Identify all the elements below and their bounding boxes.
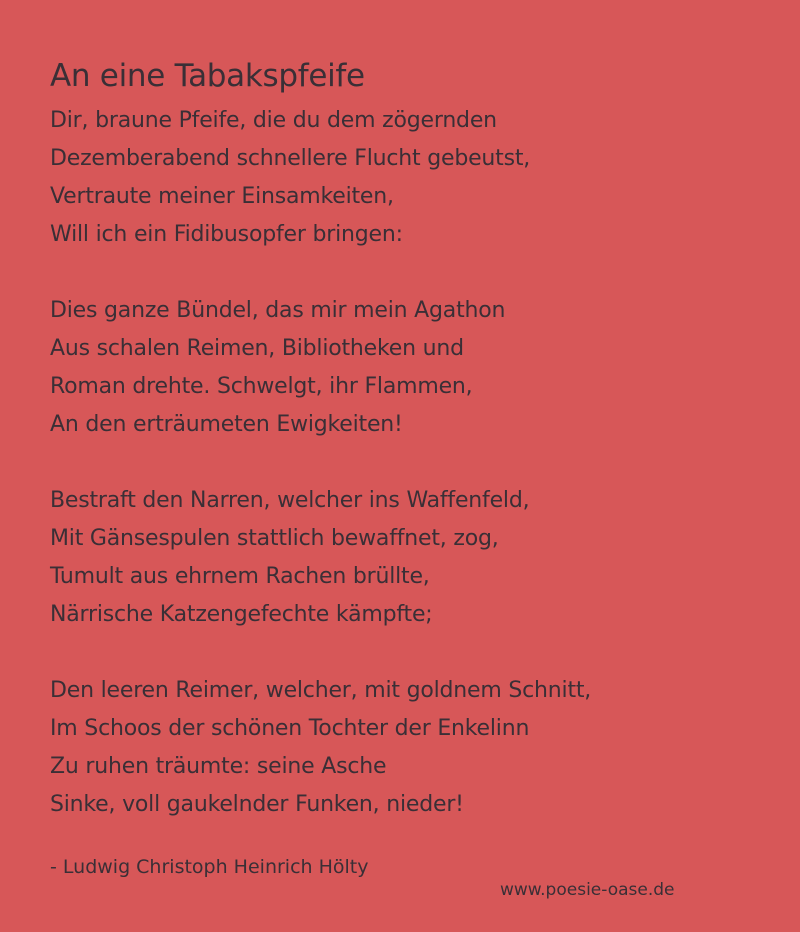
poem-author: - Ludwig Christoph Heinrich Hölty <box>50 856 369 878</box>
poem-line: An den erträumeten Ewigkeiten! <box>50 412 403 437</box>
poem-line: Tumult aus ehrnem Rachen brüllte, <box>50 564 430 589</box>
stanza-2 <box>50 292 770 444</box>
poem-line: Bestraft den Narren, welcher ins Waffenfeld, <box>50 488 530 513</box>
poem-line: Roman drehte. Schwelgt, ihr Flammen, <box>50 374 473 399</box>
poem-line: Vertraute meiner Einsamkeiten, <box>50 184 394 209</box>
poem-line: Sinke, voll gaukelnder Funken, nieder! <box>50 792 464 817</box>
poem-line: Will ich ein Fidibusopfer bringen: <box>50 222 403 247</box>
poem-line: Mit Gänsespulen stattlich bewaffnet, zog, <box>50 526 499 551</box>
poem-line: Aus schalen Reimen, Bibliotheken und <box>50 336 464 361</box>
poem-line: Den leeren Reimer, welcher, mit goldnem Schnitt, <box>50 678 592 703</box>
poem-line: Närrische Katzengefechte kämpfte; <box>50 602 433 627</box>
poem-line: Dies ganze Bündel, das mir mein Agathon <box>50 298 506 323</box>
stanza-4 <box>50 672 770 824</box>
poem-card <box>50 52 770 862</box>
poem-title: An eine Tabakspfeife <box>50 58 365 94</box>
poem-line: Zu ruhen träumte: seine Asche <box>50 754 387 779</box>
poem-line: Dezemberabend schnellere Flucht gebeutst, <box>50 146 531 171</box>
stanza-1 <box>50 102 770 254</box>
poem-line: Im Schoos der schönen Tochter der Enkelinn <box>50 716 530 741</box>
stanza-3 <box>50 482 770 634</box>
website-url: www.poesie-oase.de <box>500 880 675 900</box>
poem-line: Dir, braune Pfeife, die du dem zögernden <box>50 108 497 133</box>
